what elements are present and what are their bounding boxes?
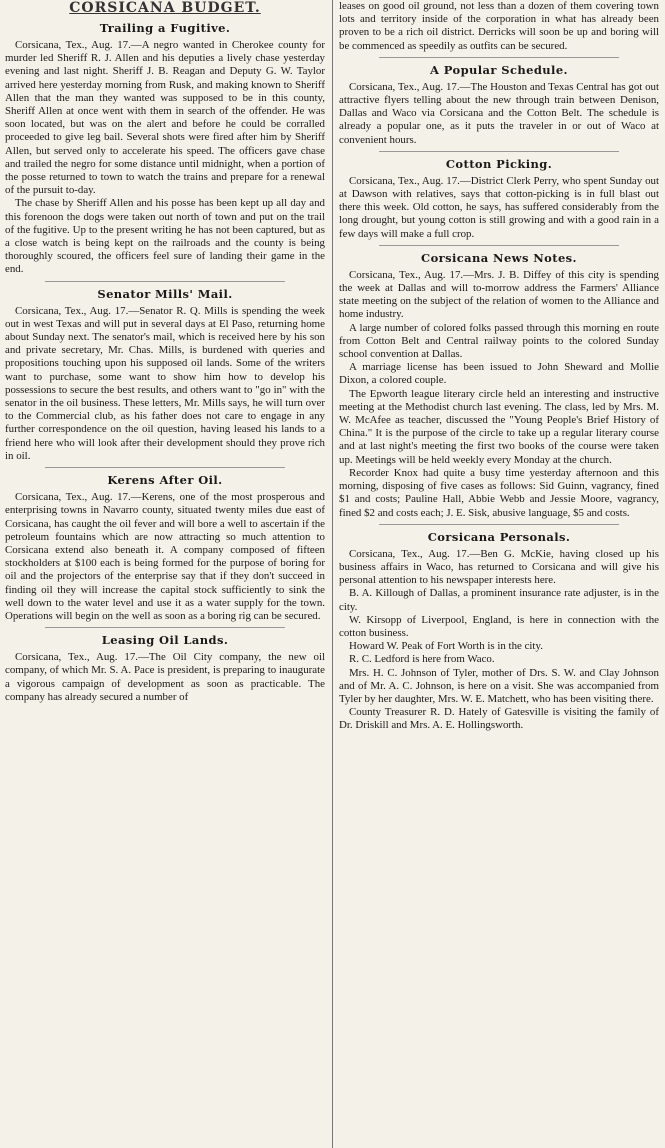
article-a-popular-schedule bbox=[339, 63, 659, 152]
article-corsicana-personals bbox=[339, 530, 659, 733]
article-corsicana-news-notes bbox=[339, 251, 659, 525]
article-paragraph: A marriage license has been issued to John Sheward and Mollie Dixon, a colored couple. bbox=[339, 361, 659, 387]
article-paragraph: Recorder Knox had quite a busy time yesterday afternoon and this morning, disposing of five cases as follows: Sid Guinn, vagrancy, fined $1 and costs; Pauline Hall, Abbie Webb and Jessie Moore, vagrancy, fined $2 and costs each; J. E. Sisk, abusive language, $5 and costs. bbox=[339, 466, 659, 519]
article-paragraph: leases on good oil ground, not less than a dozen of them covering town lots and territory inside of the corporation in what has already been proven to be a rich oil district. Derricks will soon be up and boring will be commenced as speedily as outfits can be secured. bbox=[339, 0, 659, 52]
article-separator bbox=[379, 57, 619, 58]
article-paragraph: R. C. Ledford is here from Waco. bbox=[349, 653, 495, 666]
article-paragraph: Corsicana, Tex., Aug. 17.—A negro wanted in Cherokee county for murder led Sheriff R. J. Allen and his deputies a lively chase yesterday evening and last night. Sheriff J. B. Reagan and Deputy G. W. Taylor arrived here yesterday morning from Rusk, and making known to Sheriff Allen that the man they wanted was supposed to be in this county, Sheriff Allen at once went with them in search of the offender. He was soon located, but was on the alert and before he could be corralled proceeded to give leg bail. Several shots were fired after him by Sheriff Allen, but served only to accelerate his speed. The officers gave chase and trailed the negro for some distance until midnight, when a portion of the posse returned to town to watch the trains and prepare for a renewal of the pursuit to-day. bbox=[5, 39, 325, 197]
article-headline: Kerens After Oil. bbox=[107, 473, 223, 488]
column-rule bbox=[332, 0, 333, 1148]
article-paragraph: B. A. Killough of Dallas, a prominent insurance rate adjuster, is in the city. bbox=[339, 587, 659, 613]
article-headline: Corsicana Personals. bbox=[427, 529, 571, 544]
article-headline: Leasing Oil Lands. bbox=[101, 633, 229, 648]
left-column bbox=[2, 0, 328, 1148]
article-trailing-a-fugitive bbox=[5, 21, 325, 282]
article-kerens-after-oil bbox=[5, 473, 325, 628]
article-paragraph: County Treasurer R. D. Hately of Gatesville is visiting the family of Dr. Driskill and Mrs. A. E. Hollingsworth. bbox=[339, 706, 659, 732]
article-headline: Cotton Picking. bbox=[445, 156, 553, 171]
article-paragraph: Corsicana, Tex., Aug. 17.—The Houston and Texas Central has got out attractive flyers telling about the new through train between Denison, Dallas and Waco via Corsicana and the Cotton Belt. The schedule is already a popular one, as it puts the traveler in or out of Waco at convenient hours. bbox=[339, 80, 659, 146]
article-paragraph: A large number of colored folks passed through this morning en route from Cotton Belt and Central railway points to the colored Sunday school convention at Dallas. bbox=[339, 321, 659, 361]
article-headline: A Popular Schedule. bbox=[430, 62, 568, 77]
article-separator bbox=[379, 245, 619, 246]
article-paragraph: Howard W. Peak of Fort Worth is in the city. bbox=[349, 640, 543, 653]
article-headline: Corsicana News Notes. bbox=[421, 250, 577, 265]
article-separator bbox=[379, 151, 619, 152]
article-separator bbox=[45, 627, 285, 628]
right-column bbox=[336, 0, 662, 1148]
article-separator bbox=[45, 281, 285, 282]
article-paragraph: Corsicana, Tex., Aug. 17.—Kerens, one of the most prosperous and enterprising towns in Navarro county, situated twenty miles due east of Corsicana, has caught the oil fever and will bore a well to ascertain if the petroleum fountains which are now attracting so much attention to Corsicana extend also beneath it. A company composed of fifteen stockholders at $100 each is being formed for the purpose of boring for oil and the projectors of the enterprise say that if they don't succeed in finding oil they will increase the capital stock sufficiently to sink the well down to the water level and use it as a water supply for the town. Operations will begin on the well as soon as a boring rig can be secured. bbox=[5, 491, 325, 622]
article-headline: Senator Mills' Mail. bbox=[97, 286, 233, 301]
article-separator bbox=[45, 467, 285, 468]
article-paragraph: Corsicana, Tex., Aug. 17.—Senator R. Q. Mills is spending the week out in west Texas and will put in several days at El Paso, returning home about Sunday next. The senator's mail, which is received here by his son and private secretary, Mr. Chas. Mills, is burdened with queries and propositions touching upon his supposed oil lands. Some of the writers want to purchase, some want to show him how to develop his possessions to secure the best results, and others want to "go in" with the senator in the oil business. These letters, Mr. Mills says, he will turn over to the Commercial club, as his father does not care to engage in any further correspondence on the oil question, having leased his lands to a friend here who will look after their development should they prove rich in oil. bbox=[5, 304, 325, 462]
article-separator bbox=[379, 524, 619, 525]
article-leasing-oil-lands bbox=[5, 633, 325, 704]
article-paragraph: Mrs. H. C. Johnson of Tyler, mother of Drs. S. W. and Clay Johnson and of Mr. A. C. Johnson, is here on a visit. She was accompanied from Tyler by her daughter, Mrs. W. E. Matchett, who has been visiting there. bbox=[339, 666, 659, 705]
article-headline: Trailing a Fugitive. bbox=[99, 21, 231, 35]
article-senator-mills-mail bbox=[5, 287, 325, 468]
article-paragraph: The Epworth league literary circle held an interesting and instructive meeting at the Methodist church last evening. The class, led by Mrs. M. W. McAfee as teacher, discussed the "Young People's Brief History of China." It is the purpose of the circle to take up a regular literary course and at last night's meeting the first two books of the course were taken up. Meetings will be held weekly every Monday at the church. bbox=[339, 387, 659, 466]
article-continued bbox=[339, 0, 659, 58]
article-paragraph: W. Kirsopp of Liverpool, England, is here in connection with the cotton business. bbox=[339, 613, 659, 639]
article-paragraph: Corsicana, Tex., Aug. 17.—District Clerk Perry, who spent Sunday out at Dawson with relatives, says that cotton-picking is in full blast out there this week. Old cotton, he says, has suffered considerably from the long drought, but young cotton is still growing and with a good rain in a few days will make a full crop. bbox=[339, 174, 659, 240]
masthead: CORSICANA BUDGET. bbox=[69, 0, 261, 16]
article-paragraph: Corsicana, Tex., Aug. 17.—Ben G. McKie, having closed up his business affairs in Waco, has returned to Corsicana and will give his personal attention to his newspaper interests here. bbox=[339, 547, 659, 587]
article-paragraph: The chase by Sheriff Allen and his posse has been kept up all day and this forenoon the dogs were taken out north of town and put on the trail of the fugitive. Up to the present writing he has not been captured, but as a close watch is being kept on the railroads and the county is being thoroughly scoured, the officers feel sure of landing their game in the end. bbox=[5, 197, 325, 276]
article-cotton-picking bbox=[339, 157, 659, 246]
article-paragraph: Corsicana, Tex., Aug. 17.—The Oil City company, the new oil company, of which Mr. S. A. Pace is president, is preparing to inaugurate a vigorous campaign of development as soon as practicable. The company has already secured a number of bbox=[5, 651, 325, 703]
article-paragraph: Corsicana, Tex., Aug. 17.—Mrs. J. B. Diffey of this city is spending the week at Dallas and will to-morrow address the Farmers' Alliance state meeting on the subject of the relation of women to the Alliance and home industry. bbox=[339, 268, 659, 321]
